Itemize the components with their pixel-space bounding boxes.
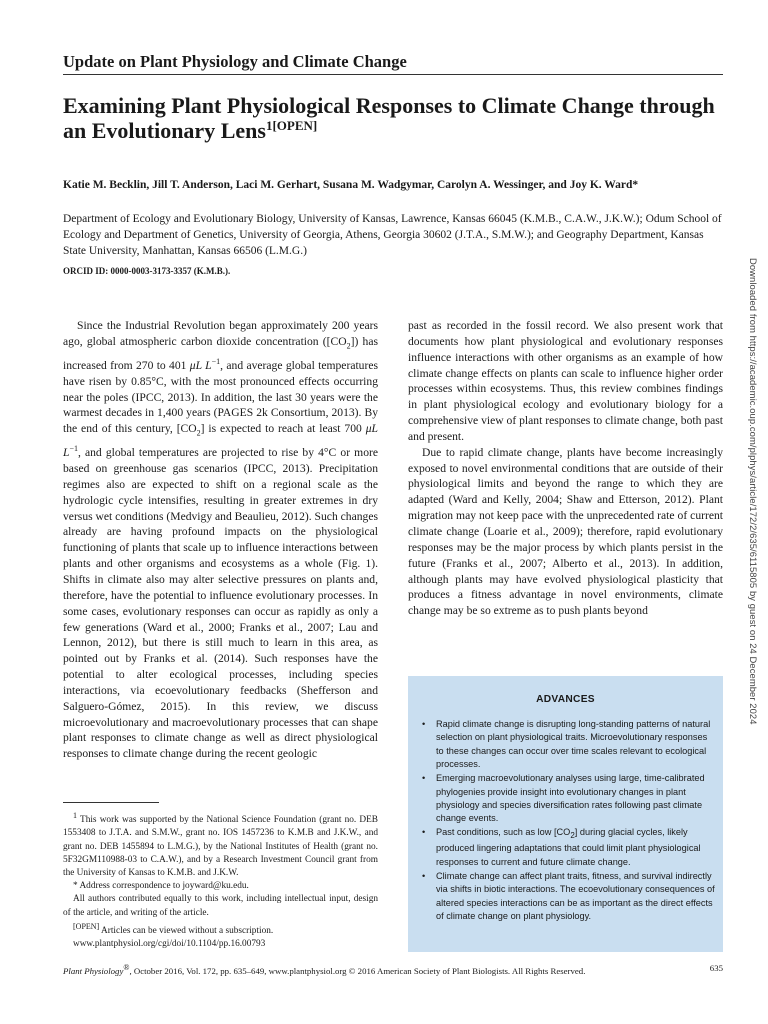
download-watermark: Downloaded from https://academic.oup.com/plphys/article/172/2/635/6115805 by guest on 24 December 2024 xyxy=(748,258,759,725)
advances-item: • Rapid climate change is disrupting long-standing patterns of natural selection on plant physiological traits. Microevolutionary responses to these changes can occur over time scales relevant to ecological processes. xyxy=(422,719,711,770)
continued-paragraph: past as recorded in the fossil record. We also present work that documents how plant physiological and evolutionary responses influence interactions with other organisms as an example of how climate change effects on plants can scale to influence higher order processes within ecosystems. Thus, this review combines findings in plant physiological ecology and evolutionary biology for a comprehensive view of plant responses to climate change, both past and present. xyxy=(408,319,723,443)
bullet-icon: • xyxy=(422,773,426,784)
advances-item: • Climate change can affect plant traits, fitness, and survival indirectly via shifts in biotic interactions. The ecoevolutionary consequences of altered species interactions can be as important as the direct effects of climate change on plant physiology. xyxy=(422,870,715,922)
advances-title: ADVANCES xyxy=(536,694,595,705)
section-divider xyxy=(63,74,723,75)
second-paragraph: Due to rapid climate change, plants have become increasingly exposed to novel environmental conditions that are outside of their physiological limits and beyond the range to which they are adapted (Ward and Kelly, 2004; Shaw and Etterson, 2012). Plant migration may not keep pace with the unprecedented rate of current climate change (Loarie et al., 2009); therefore, rapid evolutionary responses may be the major process by which plants persist in the future (Franks et al., 2007; Alberto et al., 2013). In addition, although plants may have evolved physiological plasticity that produces a fitness advantage in novel environments, climate change may be so extreme as to push plants beyond xyxy=(408,445,723,618)
advances-list xyxy=(420,718,716,924)
bullet-icon: • xyxy=(422,827,426,838)
intro-paragraph: Since the Industrial Revolution began approximately 200 years ago, global atmospheric carbon dioxide concentration $([CO_2])$ has increased from 270 to 401 μL $L^{-1}$, and average global temperatures have risen by 0.85°C, with the most pronounced effects occurring near the poles (IPCC, 2013). In addition, the last 30 years were the warmest decades in 1,400 years (PAGES 2k Consortium, 2013). By the end of this century, $[CO_2]$ is expected to reach at least 700 μL $L^{-1}$, and global temperatures are projected to rise by 4°C or more based on greenhouse gas scenarios (IPCC, 2013). Precipitation regimes also are expected to shift on a regional scale as the hydrologic cycle intensifies, resulting in greater extremes in dry versus wet conditions (Medvigy and Beaulieu, 2012). Such changes already are having profound impacts on the physiological functioning of plants that scale up to influence interactions between plants and other organisms and ecosystems as a whole (Fig. 1). Shifts in climate also may alter selective pressures on plants and, therefore, have the potential to influence evolutionary processes. In some cases, evolutionary responses can occur as rapidly as only a few generations (Ward et al., 2000; Franks et al., 2007; Lau and Lennon, 2012), but there is still much to learn in this area, as pointed out by Franks et al. (2014). Such responses have the potential to alter ecological processes, including species interactions, via ecoevolutionary feedbacks (Shefferson and Salguero-Gómez, 2015). In this review, we discuss microevolutionary and macroevolutionary processes that can shape plant responses to climate change as well as direct physiological responses to climate change during the recent geologic xyxy=(63,319,378,761)
bullet-icon: • xyxy=(422,870,426,881)
footnote-divider xyxy=(63,802,159,803)
footnote-correspondence[interactable]: * Address correspondence to joyward@ku.edu. xyxy=(73,881,249,892)
orcid-line[interactable]: ORCID ID: 0000-0003-3173-3357 (K.M.B.). xyxy=(63,266,231,276)
section-label: Update on Plant Physiology and Climate Change xyxy=(63,52,407,71)
body-column-left xyxy=(63,318,378,762)
article-title-text: Examining Plant Physiological Responses to Climate Change through an Evolutionary Lens xyxy=(63,93,715,143)
footnote-contributions: All authors contributed equally to this work, including intellectual input, design of the article, and writing of the article. xyxy=(63,894,378,918)
footnote-doi-link[interactable]: www.plantphysiol.org/cgi/doi/10.1104/pp.16.00793 xyxy=(73,939,266,950)
author-list: Katie M. Becklin, Jill T. Anderson, Laci M. Gerhart, Susana M. Wadgymar, Carolyn A. Wessinger, and Joy K. Ward* xyxy=(63,179,639,191)
page-number: 635 xyxy=(709,963,723,973)
advances-box xyxy=(408,676,723,952)
bullet-icon: • xyxy=(422,719,426,729)
advances-item: • Emerging macroevolutionary analyses using large, time-calibrated phylogenies provide insight into evolutionary changes in plant physiology and species diversification rates following past climate change events. xyxy=(422,773,705,824)
article-title xyxy=(63,93,723,146)
author-affiliations: Department of Ecology and Evolutionary Biology, University of Kansas, Lawrence, Kansas 66045 (K.M.B., C.A.W., J.K.W.); Odum School of Ecology and Department of Genetics, University of Georgia, Athens, Georgia 30602 (J.T.A., S.M.W.); and Geography Department, Kansas State University, Manhattan, Kansas 66506 (L.M.G.) xyxy=(63,213,722,257)
footnote-funding: $^1$ This work was supported by the National Science Foundation (grant no. DEB 1553408 to J.T.A. and S.M.W., grant no. IOS 1457236 to K.M.B and J.K.W., and grant no. DEB 1455894 to L.M.G.), by the National Institutes of Health (grant no. 5F32GM110988-03 to C.A.W.), and by a Research Investment Council grant from the University of Kansas to K.M.B. and J.K.W. xyxy=(63,811,379,878)
body-column-right xyxy=(408,318,723,619)
footer-citation: Plant Physiology®, October 2016, Vol. 172, pp. 635–649, www.plantphysiol.org © 2016 American Society of Plant Biologists. All Rights Reserved. xyxy=(63,963,586,976)
advances-item: • Past conditions, such as low $[CO_2]$ during glacial cycles, likely produced lingering adaptations that could limit plant physiological responses to current and future climate change. xyxy=(422,827,701,867)
footnote-open-access: [OPEN] Articles can be viewed without a subscription. xyxy=(73,921,274,936)
title-footnote-mark[interactable]: 1[OPEN] xyxy=(265,118,318,133)
footnotes xyxy=(63,809,378,951)
